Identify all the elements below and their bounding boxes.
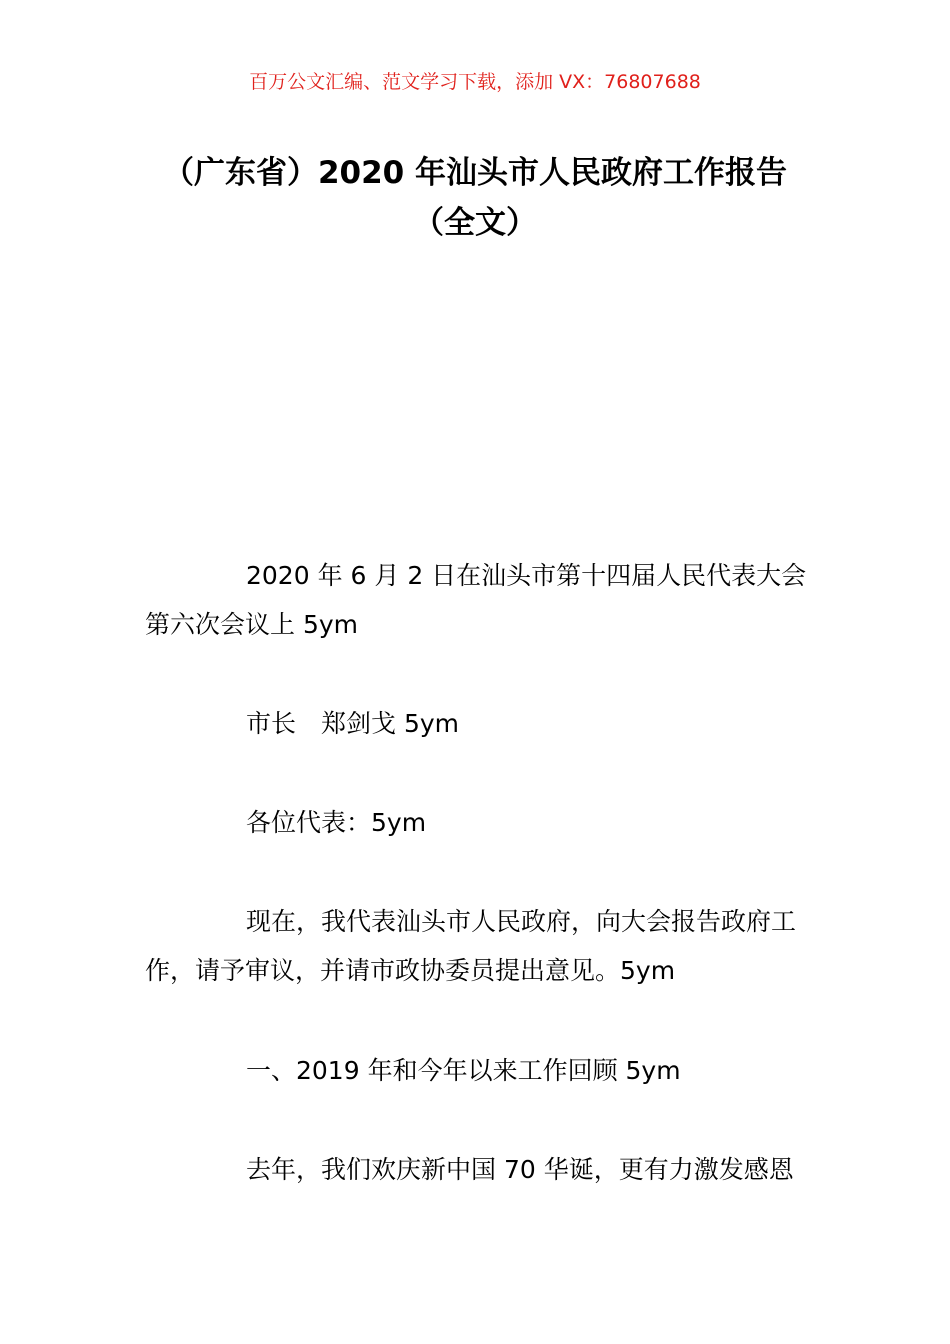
document-title: （广东省）2020 年汕头市人民政府工作报告（全文） (162, 155, 788, 241)
paragraph-mayor: 市长 郑剑戈 5ym (246, 709, 460, 738)
paragraph-intro: 现在，我代表汕头市人民政府，向大会报告政府工作，请予审议，并请市政协委员提出意见。5ym (145, 907, 797, 985)
section-heading: 一、2019 年和今年以来工作回顾 5ym (246, 1056, 681, 1085)
header-note: 百万公文汇编、范文学习下载，添加 VX：76807688 (249, 71, 701, 93)
paragraph-meeting-info: 2020 年 6 月 2 日在汕头市第十四届人民代表大会第六次会议上 5ym (145, 561, 807, 639)
paragraph-salutation: 各位代表：5ym (246, 808, 427, 837)
paragraph-review: 去年，我们欢庆新中国 70 华诞，更有力激发感恩 (246, 1155, 794, 1184)
